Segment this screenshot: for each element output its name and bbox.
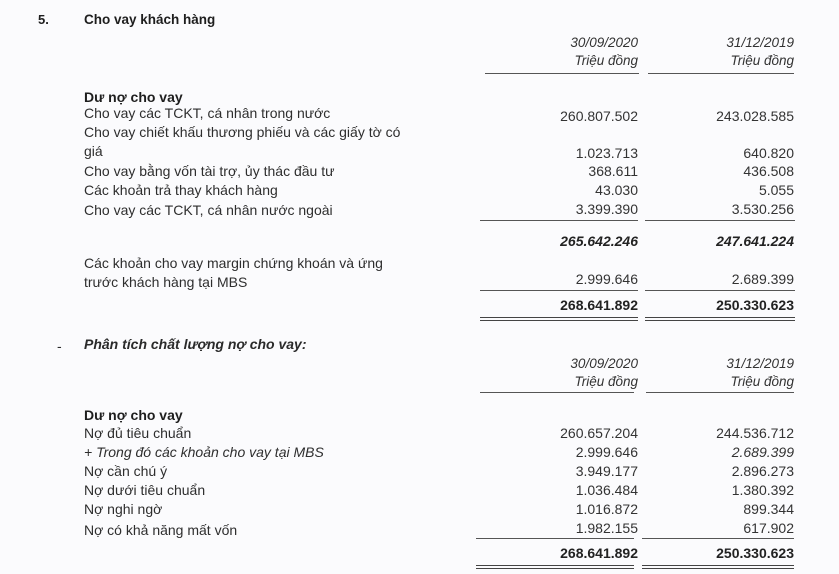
col-header-2020: 30/09/2020 Triệu đồng [570, 356, 638, 389]
header-rule [648, 73, 794, 74]
header-rule [646, 392, 794, 393]
total-rule [645, 290, 795, 291]
total-rule [476, 538, 634, 539]
double-rule [642, 565, 794, 569]
double-rule [480, 317, 638, 321]
subtotal-rule [480, 220, 638, 221]
group-label: Dư nợ cho vay [84, 407, 183, 423]
double-rule [645, 317, 795, 321]
subtotal-rule [645, 220, 795, 221]
subsection-title: Phân tích chất lượng nợ cho vay: [84, 336, 307, 352]
col-header-2019: 31/12/2019 Triệu đồng [726, 356, 794, 389]
bullet-dash: - [57, 338, 62, 354]
section-title: Cho vay khách hàng [84, 12, 216, 27]
double-rule [476, 565, 634, 569]
header-rule [485, 73, 639, 74]
col-header-2019: 31/12/2019 Triệu đồng [726, 35, 794, 68]
col-header-2020: 30/09/2020 Triệu đồng [570, 35, 638, 68]
header-rule [480, 392, 634, 393]
total-rule [642, 538, 794, 539]
section-number: 5. [38, 12, 49, 27]
total-rule [480, 290, 638, 291]
group-label: Dư nợ cho vay [84, 89, 183, 105]
